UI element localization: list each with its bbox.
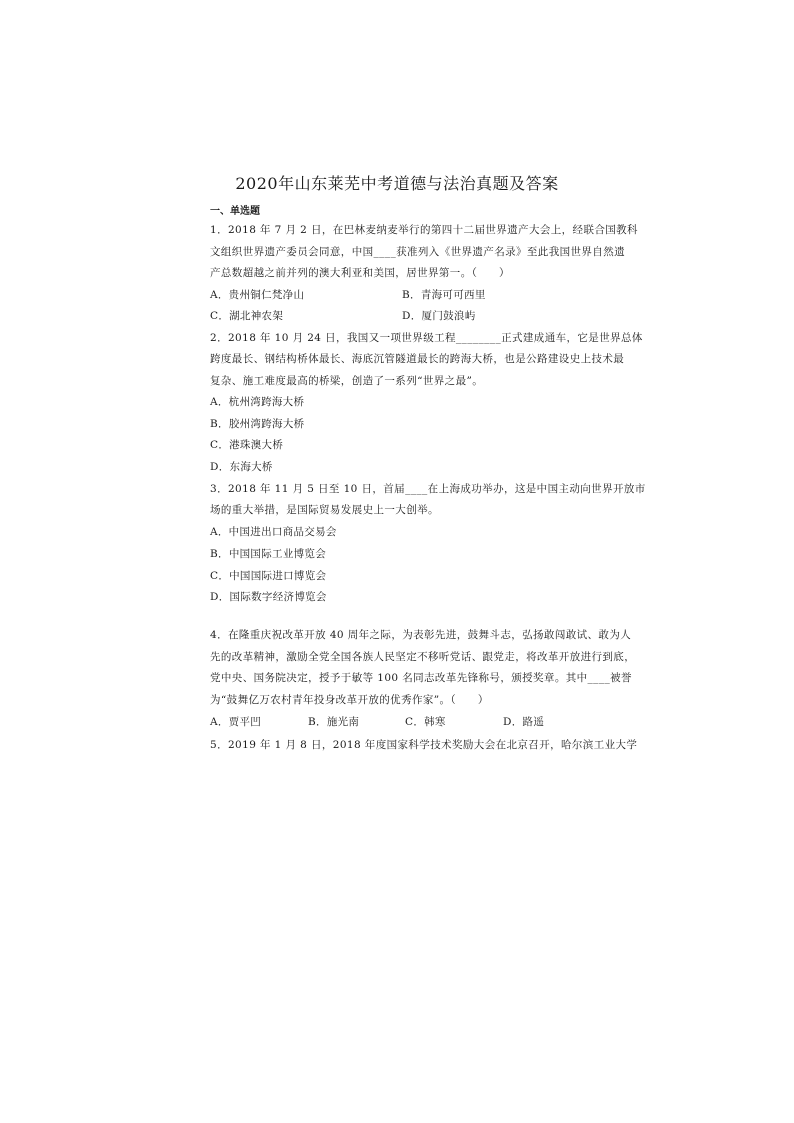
question-2-line-3: 复杂、施工难度最高的桥梁，创造了一系列“世界之最”。 [210, 375, 484, 387]
question-3-option-a[interactable]: A．中国进出口商品交易会 [210, 526, 337, 538]
question-3-option-c[interactable]: C．中国国际进口博览会 [210, 570, 327, 582]
question-2-line-1: 2．2018 年 10 月 24 日，我国又一项世界级工程________正式建成通车，它是世界总体 [210, 332, 643, 344]
question-5-line-1: 5．2019 年 1 月 8 日，2018 年度国家科学技术奖励大会在北京召开，哈尔滨工业大学 [210, 739, 638, 751]
question-4-line-4: 为“鼓舞亿万农村青年投身改革开放的优秀作家”。（ ） [210, 694, 489, 706]
question-4-option-b[interactable]: B．施光南 [308, 716, 360, 728]
question-2-option-a[interactable]: A．杭州湾跨海大桥 [210, 396, 305, 408]
question-2-line-2: 跨度最长、钢结构桥体最长、海底沉管隧道最长的跨海大桥，也是公路建设史上技术最 [210, 353, 625, 365]
document-title: 2020年山东莱芜中考道德与法治真题及答案 [235, 174, 559, 193]
question-3-option-b[interactable]: B．中国国际工业博览会 [210, 548, 327, 560]
question-1-option-d[interactable]: D．厦门鼓浪屿 [402, 310, 476, 322]
question-4-line-2: 先的改革精神，激励全党全国各族人民坚定不移听党话、跟党走，将改革开放进行到底， [210, 651, 636, 663]
question-3-line-1: 3．2018 年 11 月 5 日至 10 日，首届____在上海成功举办，这是中国主动向世界开放市 [210, 483, 646, 495]
question-4-line-3: 党中央、国务院决定，授予于敏等 100 名同志改革先锋称号，颁授奖章。其中____被誉 [210, 672, 632, 684]
question-1-line-2: 文组织世界遗产委员会同意，中国____获准列入《世界遗产名录》至此我国世界自然遗 [210, 246, 625, 258]
question-3-option-d[interactable]: D．国际数字经济博览会 [210, 591, 327, 603]
question-4-option-c[interactable]: C．韩寒 [405, 716, 446, 728]
question-2-option-c[interactable]: C．港珠澳大桥 [210, 439, 284, 451]
question-4-line-1: 4．在隆重庆祝改革开放 40 周年之际，为表彰先进，鼓舞斗志，弘扬敢闯敢试、敢为人 [210, 629, 632, 641]
question-3-line-2: 场的重大举措，是国际贸易发展史上一大创举。 [210, 504, 439, 516]
question-1-line-1: 1．2018 年 7 月 2 日，在巴林麦纳麦举行的第四十二届世界遗产大会上，经联合国教科 [210, 224, 638, 236]
question-2-option-d[interactable]: D．东海大桥 [210, 461, 273, 473]
question-1-line-3: 产总数超越之前并列的澳大利亚和美国，居世界第一。（ ） [210, 267, 510, 279]
question-1-option-a[interactable]: A．贵州铜仁梵净山 [210, 289, 305, 301]
question-1-option-c[interactable]: C．湖北神农架 [210, 310, 284, 322]
section-heading: 一、单选题 [210, 206, 260, 217]
question-4-option-a[interactable]: A．贾平凹 [210, 716, 262, 728]
question-2-option-b[interactable]: B．胶州湾跨海大桥 [210, 418, 305, 430]
question-4-option-d[interactable]: D．路遥 [503, 716, 545, 728]
question-1-option-b[interactable]: B．青海可可西里 [402, 289, 486, 301]
